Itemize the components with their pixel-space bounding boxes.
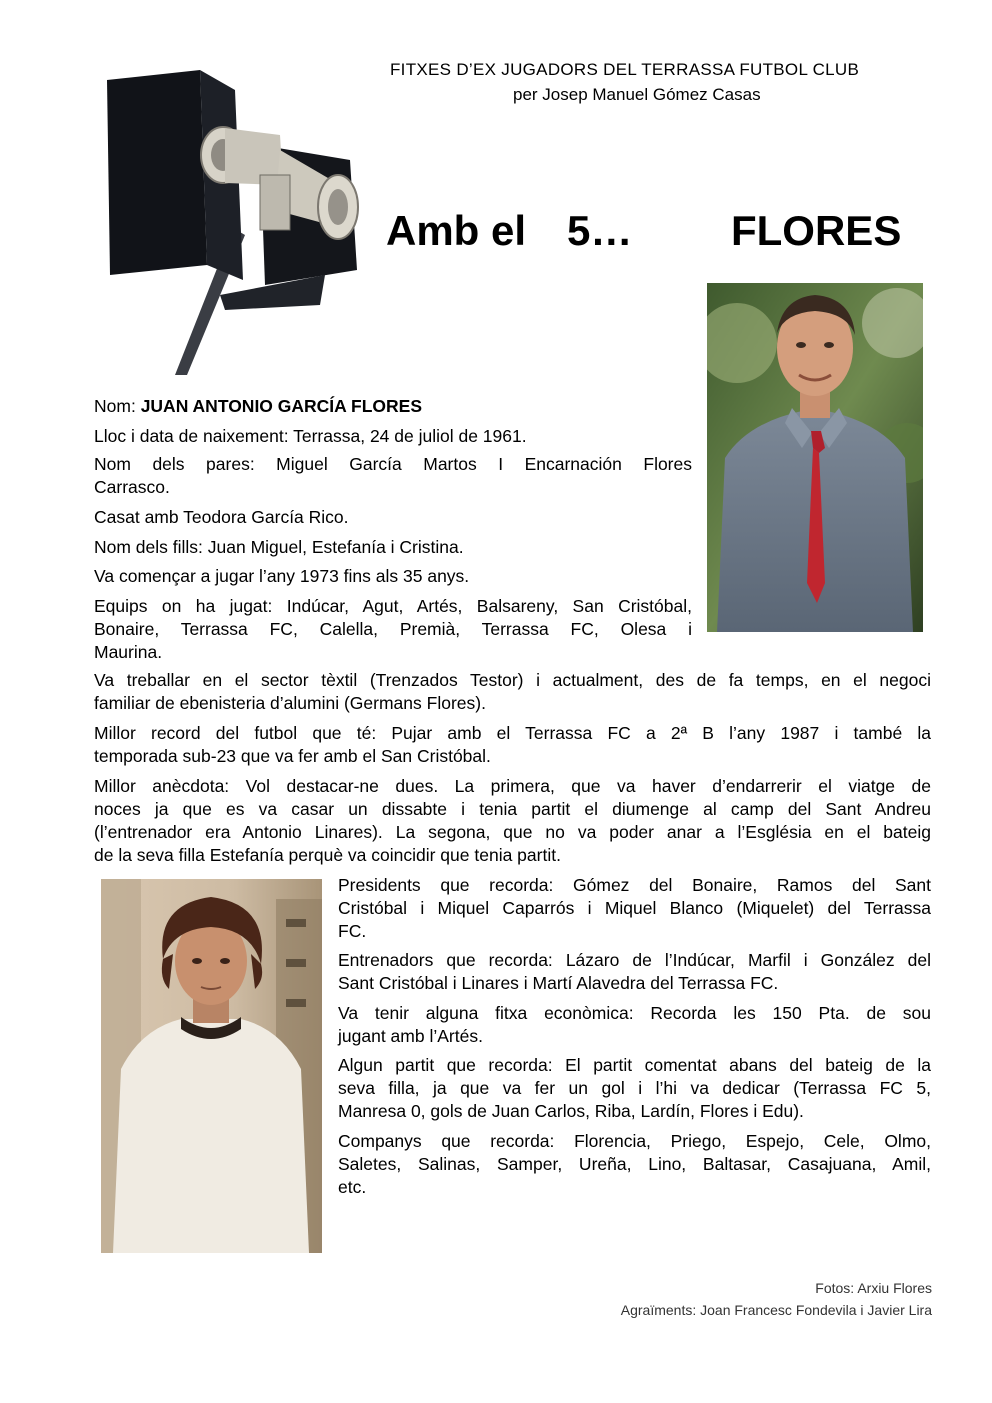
bio-record-line2: temporada sub-23 que va fer amb el San Cristóbal. [94,746,491,766]
bio-parents-line1: Nom dels pares: Miguel García Martos I Encarnación Flores [94,454,692,474]
header-author: per Josep Manuel Gómez Casas [513,85,761,104]
portrait-recent-photo [707,283,923,632]
bio-coaches-line1: Entrenadors que recorda: Lázaro de l’Indúcar, Marfil i González del [338,950,931,970]
bio-mates-line3: etc. [338,1177,367,1197]
bio-parents-line2: Carrasco. [94,477,170,497]
bio-contract-line1: Va tenir alguna fitxa econòmica: Recorda les 150 Pta. de sou [338,1003,931,1023]
bio-match-line1: Algun partit que recorda: El partit comentat abans del bateig de la [338,1055,931,1075]
bio-anecdote-line3: (l’entrenador era Antonio Linares). La segona, que no va poder anar a l’Església en el bateig [94,822,931,842]
bio-record-line1: Millor record del futbol que té: Pujar amb el Terrassa FC a 2ª B l’any 1987 i també la [94,723,931,743]
bio-children: Nom dels fills: Juan Miguel, Estefanía i Cristina. [94,537,464,557]
player-name: JUAN ANTONIO GARCÍA FLORES [140,396,422,416]
header-title: FITXES D’EX JUGADORS DEL TERRASSA FUTBOL CLUB [390,60,860,79]
bio-teams-line3: Maurina. [94,642,163,662]
bio-presidents-line3: FC. [338,921,367,941]
bio-match-line3: Manresa 0, gols de Juan Carlos, Riba, Lardín, Flores i Edu). [338,1101,804,1121]
bio-presidents-line1: Presidents que recorda: Gómez del Bonaire, Ramos del Sant [338,875,931,895]
footer-acknowledgements: Agraïments: Joan Francesc Fondevila i Javier Lira [620,1302,932,1318]
bio-anecdote-line4: de la seva filla Estefanía perquè va coincidir que tenia partit. [94,845,561,865]
bio-started: Va començar a jugar l’any 1973 fins als 35 anys. [94,566,470,586]
bio-married: Casat amb Teodora García Rico. [94,507,349,527]
bio-teams-line1: Equips on ha jugat: Indúcar, Agut, Artés, Balsareny, San Cristóbal, [94,596,692,616]
portrait-young-photo [101,879,322,1253]
loudspeaker-icon [95,60,375,375]
bio-work-line1: Va treballar en el sector tèxtil (Trenzados Testor) i actualment, des de fa temps, en el negoci [94,670,931,690]
bio-mates-line2: Saletes, Salinas, Samper, Ureña, Lino, Baltasar, Casajuana, Amil, [338,1154,931,1174]
footer-photos-credit: Fotos: Arxiu Flores [815,1280,932,1296]
title-number: 5… [567,207,633,254]
title-prefix: Amb el [386,207,527,254]
bio-anecdote-line1: Millor anècdota: Vol destacar-ne dues. La primera, que va haver d’endarrerir el viatge de [94,776,931,796]
bio-name: Nom: JUAN ANTONIO GARCÍA FLORES [94,396,422,416]
title-surname: FLORES [731,207,902,254]
bio-mates-line1: Companys que recorda: Florencia, Priego, Espejo, Cele, Olmo, [338,1131,931,1151]
bio-teams-line2: Bonaire, Terrassa FC, Calella, Premià, Terrassa FC, Olesa i [94,619,692,639]
bio-anecdote-line2: noces ja que es va casar un dissabte i tenia partit el diumenge al camp del Sant Andreu [94,799,931,819]
bio-contract-line2: jugant amb l’Artés. [338,1026,483,1046]
bio-match-line2: seva filla, ja que va fer un gol i l’hi va dedicar (Terrassa FC 5, [338,1078,931,1098]
bio-work-line2: familiar de ebenisteria d’alumini (Germans Flores). [94,693,486,713]
bio-birth: Lloc i data de naixement: Terrassa, 24 de juliol de 1961. [94,426,527,446]
bio-presidents-line2: Cristóbal i Miquel Caparrós i Miquel Blanco (Miquelet) del Terrassa [338,898,931,918]
bio-coaches-line2: Sant Cristóbal i Linares i Martí Alavedra del Terrassa FC. [338,973,779,993]
